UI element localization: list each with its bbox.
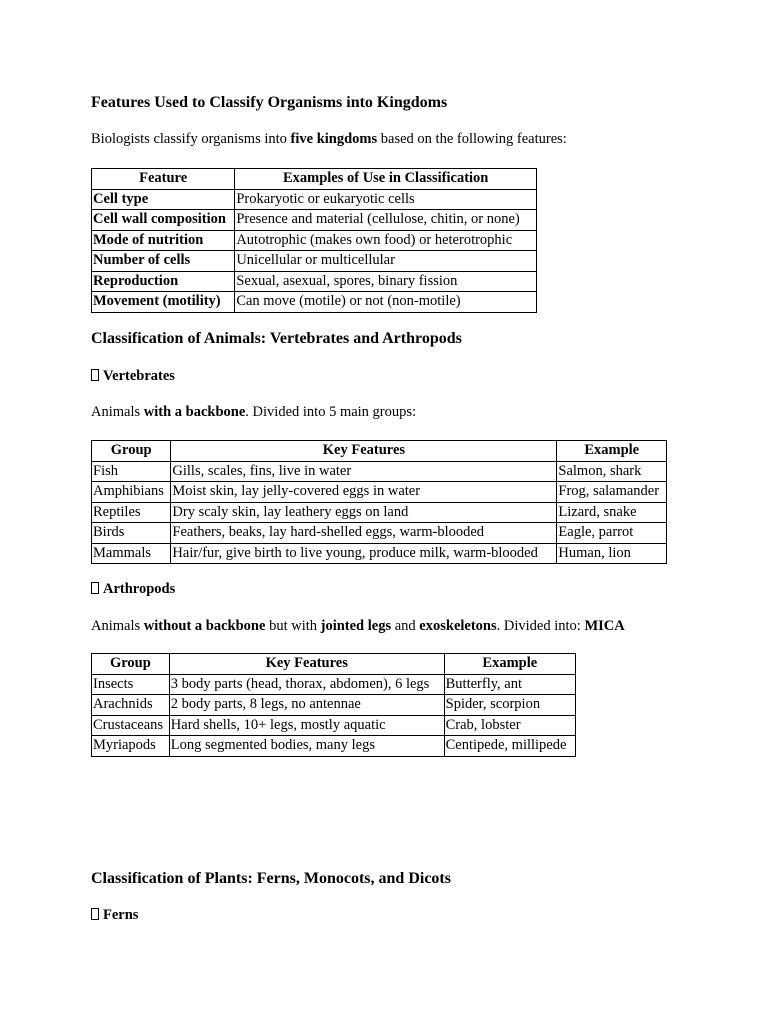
example-cell: Crab, lobster: [444, 715, 575, 736]
missing-glyph-icon: [91, 369, 99, 381]
section-title-kingdoms: Features Used to Classify Organisms into Kingdoms: [91, 94, 448, 111]
table-row: [92, 715, 576, 736]
feature-cell: Cell type: [92, 189, 235, 210]
example-cell: Unicellular or multicellular: [235, 251, 537, 272]
example-cell: Prokaryotic or eukaryotic cells: [235, 189, 537, 210]
intro-text: . Divided into:: [496, 618, 585, 634]
arthropods-intro: [91, 618, 625, 635]
intro-bold: jointed legs: [320, 618, 392, 634]
example-cell: Presence and material (cellulose, chitin, or none): [235, 210, 537, 231]
arthropods-table: [91, 653, 576, 757]
example-cell: Frog, salamander: [557, 482, 667, 503]
table-row: [92, 674, 576, 695]
column-header: Key Features: [169, 654, 444, 675]
subheading-label: Vertebrates: [103, 368, 175, 384]
intro-text: Animals: [91, 618, 144, 634]
features-cell: Moist skin, lay jelly-covered eggs in water: [171, 482, 557, 503]
intro-bold: five kingdoms: [290, 131, 378, 147]
table-row: [92, 210, 537, 231]
features-cell: Dry scaly skin, lay leathery eggs on land: [171, 502, 557, 523]
group-cell: Arachnids: [92, 695, 170, 716]
intro-bold: without a backbone: [143, 618, 266, 634]
feature-cell: Mode of nutrition: [92, 230, 235, 251]
section-title-animals: Classification of Animals: Vertebrates and Arthropods: [91, 330, 462, 347]
intro-bold: exoskeletons: [419, 618, 497, 634]
subheading-label: Ferns: [103, 907, 139, 923]
example-cell: Eagle, parrot: [557, 523, 667, 544]
example-cell: Autotrophic (makes own food) or heterotrophic: [235, 230, 537, 251]
table-row: [92, 230, 537, 251]
group-cell: Birds: [92, 523, 171, 544]
missing-glyph-icon: [91, 582, 99, 594]
example-cell: Centipede, millipede: [444, 736, 575, 757]
table-header-row: [92, 441, 667, 462]
arthropods-heading: [91, 581, 175, 598]
intro-bold: MICA: [584, 618, 625, 634]
features-cell: Hard shells, 10+ legs, mostly aquatic: [169, 715, 444, 736]
example-cell: Salmon, shark: [557, 461, 667, 482]
feature-cell: Cell wall composition: [92, 210, 235, 231]
group-cell: Mammals: [92, 543, 171, 564]
column-header: Examples of Use in Classification: [235, 169, 537, 190]
intro-text: Biologists classify organisms into: [91, 131, 291, 147]
table-row: [92, 461, 667, 482]
section-title-plants: Classification of Plants: Ferns, Monocots, and Dicots: [91, 870, 451, 887]
kingdom-features-table: [91, 168, 537, 313]
table-row: [92, 292, 537, 313]
intro-text: and: [391, 618, 420, 634]
table-row: [92, 251, 537, 272]
table-header-row: [92, 654, 576, 675]
feature-cell: Reproduction: [92, 271, 235, 292]
table-row: [92, 523, 667, 544]
features-cell: Gills, scales, fins, live in water: [171, 461, 557, 482]
features-cell: Long segmented bodies, many legs: [169, 736, 444, 757]
intro-text: based on the following features:: [377, 131, 567, 147]
features-cell: 3 body parts (head, thorax, abdomen), 6 legs: [169, 674, 444, 695]
column-header: Feature: [92, 169, 235, 190]
features-cell: Feathers, beaks, lay hard-shelled eggs, warm-blooded: [171, 523, 557, 544]
example-cell: Human, lion: [557, 543, 667, 564]
column-header: Key Features: [171, 441, 557, 462]
subheading-label: Arthropods: [103, 581, 176, 597]
group-cell: Crustaceans: [92, 715, 170, 736]
group-cell: Reptiles: [92, 502, 171, 523]
group-cell: Myriapods: [92, 736, 170, 757]
group-cell: Amphibians: [92, 482, 171, 503]
table-row: [92, 543, 667, 564]
intro-text: Animals: [91, 404, 144, 420]
vertebrates-intro: [91, 404, 416, 421]
feature-cell: Number of cells: [92, 251, 235, 272]
intro-text: but with: [265, 618, 321, 634]
example-cell: Sexual, asexual, spores, binary fission: [235, 271, 537, 292]
column-header: Group: [92, 441, 171, 462]
example-cell: Spider, scorpion: [444, 695, 575, 716]
group-cell: Fish: [92, 461, 171, 482]
ferns-heading: [91, 907, 138, 924]
table-row: [92, 502, 667, 523]
example-cell: Lizard, snake: [557, 502, 667, 523]
kingdoms-intro: [91, 131, 567, 148]
table-row: [92, 271, 537, 292]
table-header-row: [92, 169, 537, 190]
table-row: [92, 695, 576, 716]
column-header: Example: [557, 441, 667, 462]
intro-text: . Divided into 5 main groups:: [245, 404, 417, 420]
column-header: Group: [92, 654, 170, 675]
feature-cell: Movement (motility): [92, 292, 235, 313]
vertebrates-heading: [91, 368, 175, 385]
table-row: [92, 189, 537, 210]
column-header: Example: [444, 654, 575, 675]
vertebrates-table: [91, 440, 667, 564]
intro-bold: with a backbone: [143, 404, 246, 420]
features-cell: 2 body parts, 8 legs, no antennae: [169, 695, 444, 716]
example-cell: Butterfly, ant: [444, 674, 575, 695]
group-cell: Insects: [92, 674, 170, 695]
features-cell: Hair/fur, give birth to live young, produce milk, warm-blooded: [171, 543, 557, 564]
example-cell: Can move (motile) or not (non-motile): [235, 292, 537, 313]
missing-glyph-icon: [91, 908, 99, 920]
table-row: [92, 736, 576, 757]
table-row: [92, 482, 667, 503]
